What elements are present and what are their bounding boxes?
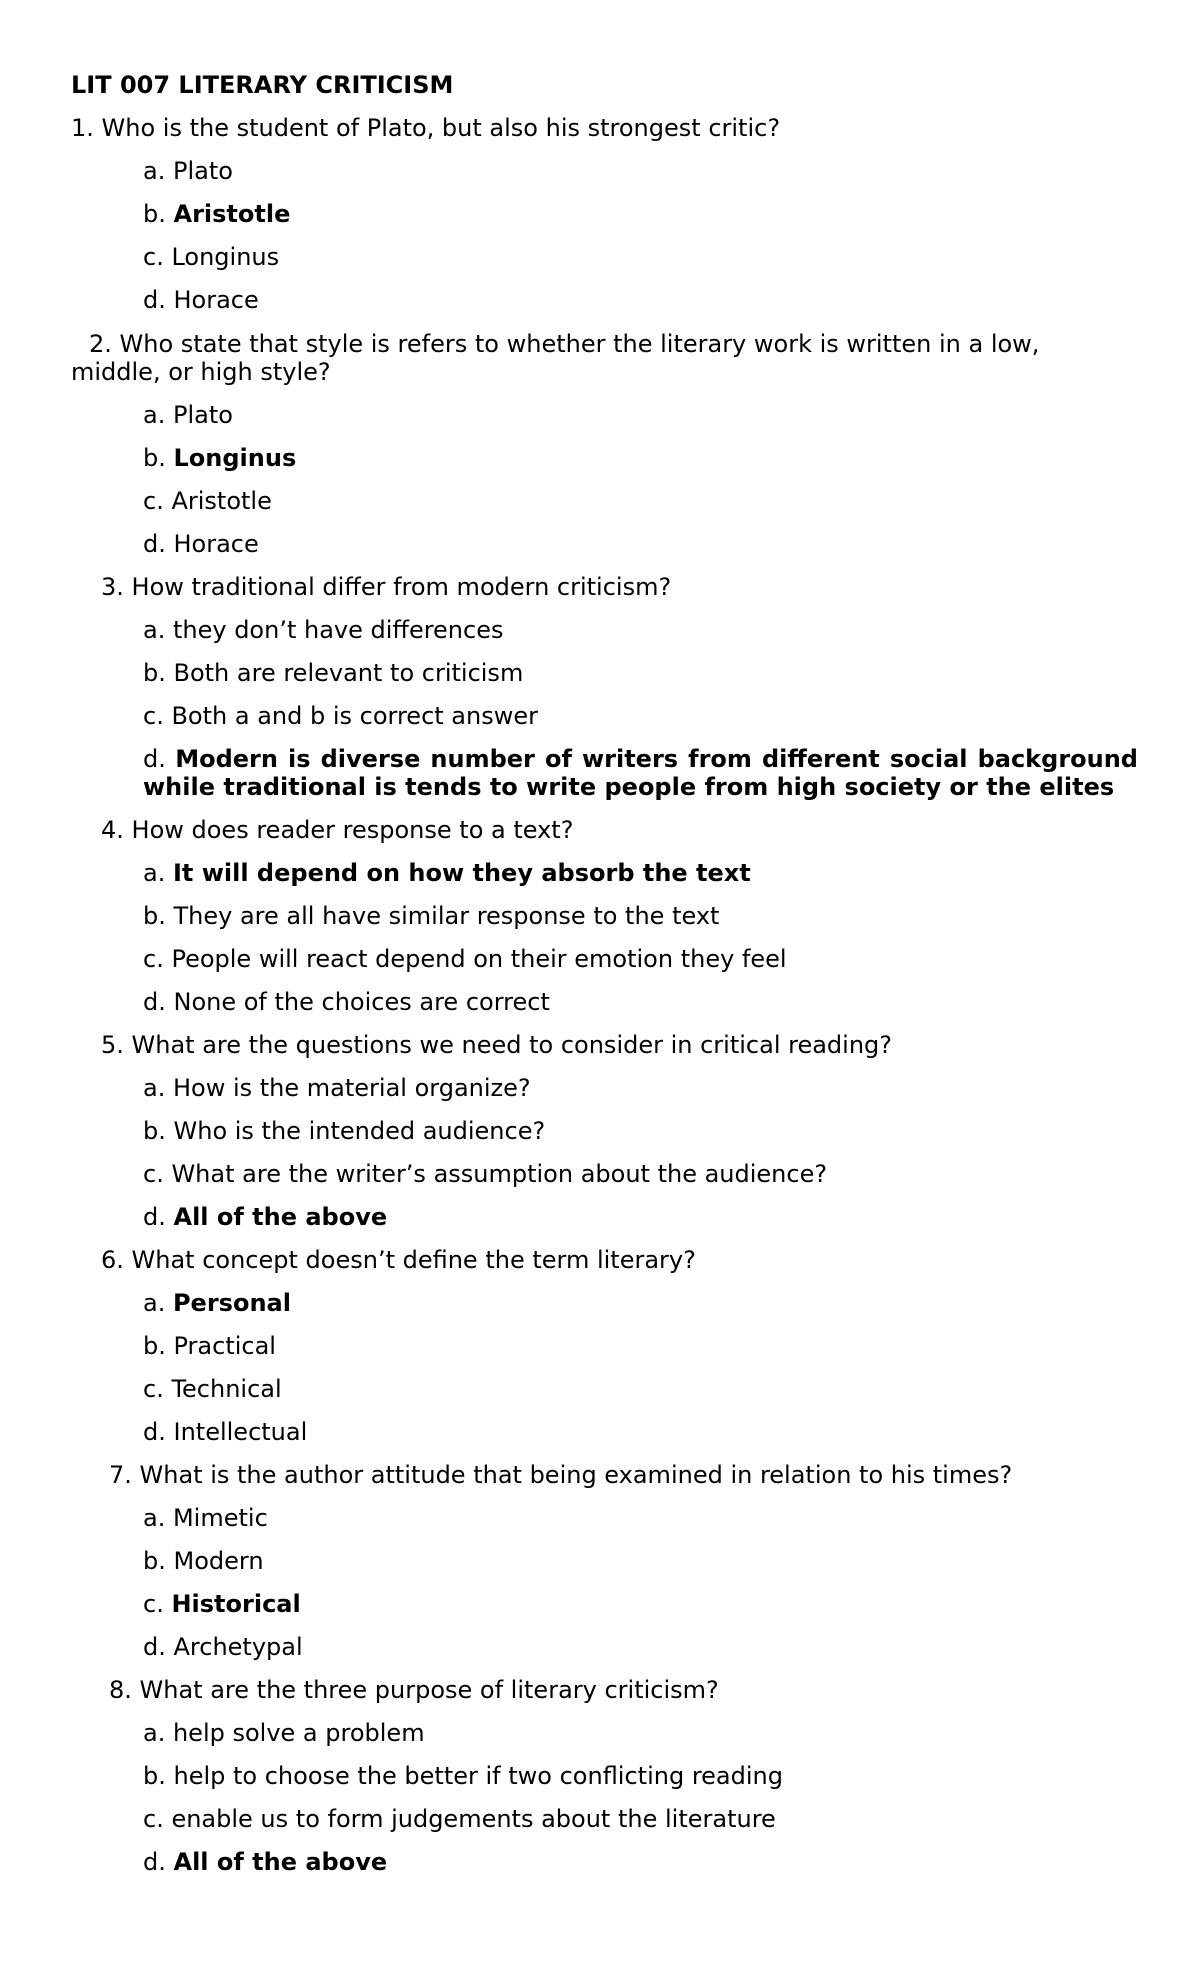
option-text: they don’t have differences bbox=[172, 616, 504, 644]
q4-option-b bbox=[143, 902, 719, 930]
question-5: 5. What are the questions we need to consider in critical reading? bbox=[101, 1031, 893, 1059]
option-prefix: a. bbox=[143, 401, 173, 429]
q5-option-a bbox=[143, 1074, 531, 1102]
option-prefix: a. bbox=[143, 859, 173, 887]
option-text: Modern bbox=[173, 1547, 264, 1575]
option-prefix: b. bbox=[143, 444, 174, 472]
option-text: Plato bbox=[172, 401, 233, 429]
option-text: What are the writer’s assumption about the audience? bbox=[171, 1160, 828, 1188]
q1-option-d bbox=[143, 286, 259, 314]
correct-answer-text: Personal bbox=[172, 1289, 291, 1317]
q8-option-c bbox=[143, 1805, 776, 1833]
option-prefix: b. bbox=[143, 1117, 174, 1145]
q6-option-c bbox=[143, 1375, 282, 1403]
option-prefix: d. bbox=[143, 988, 174, 1016]
q8-option-d bbox=[143, 1848, 387, 1876]
q6-option-b bbox=[143, 1332, 276, 1360]
option-prefix: a. bbox=[143, 1074, 173, 1102]
option-prefix: b. bbox=[143, 659, 174, 687]
correct-answer-text: Longinus bbox=[173, 444, 297, 472]
question-4: 4. How does reader response to a text? bbox=[101, 816, 574, 844]
option-text: help solve a problem bbox=[172, 1719, 425, 1747]
q1-option-a bbox=[143, 157, 233, 185]
question-6: 6. What concept doesn’t define the term literary? bbox=[101, 1246, 696, 1274]
correct-answer-text: It will depend on how they absorb the text bbox=[172, 859, 751, 887]
q8-option-a bbox=[143, 1719, 425, 1747]
q2-option-d bbox=[143, 530, 259, 558]
q5-option-c bbox=[143, 1160, 827, 1188]
option-prefix: b. bbox=[143, 200, 174, 228]
q6-option-d bbox=[143, 1418, 307, 1446]
question-1: 1. Who is the student of Plato, but also his strongest critic? bbox=[71, 114, 781, 142]
q7-option-d bbox=[143, 1633, 303, 1661]
q3-option-a bbox=[143, 616, 503, 644]
option-text: None of the choices are correct bbox=[173, 988, 550, 1016]
option-text: Horace bbox=[173, 530, 259, 558]
option-text: help to choose the better if two conflicting reading bbox=[173, 1762, 783, 1790]
q7-option-c bbox=[143, 1590, 301, 1618]
option-text: Who is the intended audience? bbox=[173, 1117, 546, 1145]
option-prefix: b. bbox=[143, 1762, 174, 1790]
option-prefix: c. bbox=[143, 1805, 172, 1833]
option-prefix: a. bbox=[143, 616, 173, 644]
option-text: People will react depend on their emotion they feel bbox=[171, 945, 787, 973]
question-7: 7. What is the author attitude that being examined in relation to his times? bbox=[109, 1461, 1013, 1489]
q5-option-b bbox=[143, 1117, 545, 1145]
option-text: Intellectual bbox=[173, 1418, 308, 1446]
q3-option-d bbox=[143, 745, 1138, 801]
option-prefix: c. bbox=[143, 945, 172, 973]
option-text: Longinus bbox=[171, 243, 280, 271]
q7-option-b bbox=[143, 1547, 264, 1575]
correct-answer-text: Modern is diverse number of writers from different social background while traditional is tends to write people from high society or the elites bbox=[143, 745, 1138, 801]
option-text: Mimetic bbox=[172, 1504, 268, 1532]
option-prefix: d. bbox=[143, 1418, 174, 1446]
correct-answer-text: Historical bbox=[171, 1590, 301, 1618]
option-prefix: d. bbox=[143, 1848, 174, 1876]
option-prefix: c. bbox=[143, 243, 172, 271]
question-3: 3. How traditional differ from modern criticism? bbox=[101, 573, 672, 601]
option-text: Plato bbox=[172, 157, 233, 185]
option-prefix: b. bbox=[143, 902, 174, 930]
q3-option-b bbox=[143, 659, 523, 687]
q4-option-c bbox=[143, 945, 787, 973]
question-2: 2. Who state that style is refers to whether the literary work is written in a low, middle, or high style? bbox=[71, 330, 1040, 386]
option-text: Both a and b is correct answer bbox=[171, 702, 538, 730]
option-prefix: a. bbox=[143, 1289, 173, 1317]
option-prefix: b. bbox=[143, 1547, 174, 1575]
q2-option-b bbox=[143, 444, 296, 472]
q4-option-d bbox=[143, 988, 550, 1016]
correct-answer-text: All of the above bbox=[173, 1848, 388, 1876]
question-8: 8. What are the three purpose of literary criticism? bbox=[109, 1676, 719, 1704]
option-prefix: a. bbox=[143, 1504, 173, 1532]
q1-option-b bbox=[143, 200, 290, 228]
option-text: Technical bbox=[171, 1375, 282, 1403]
option-prefix: b. bbox=[143, 1332, 174, 1360]
option-prefix: a. bbox=[143, 157, 173, 185]
option-prefix: c. bbox=[143, 1590, 172, 1618]
option-prefix: d. bbox=[143, 286, 174, 314]
option-prefix: d. bbox=[143, 745, 176, 773]
option-prefix: d. bbox=[143, 530, 174, 558]
option-text: Archetypal bbox=[173, 1633, 303, 1661]
option-text: How is the material organize? bbox=[172, 1074, 531, 1102]
option-prefix: c. bbox=[143, 702, 172, 730]
option-prefix: c. bbox=[143, 1160, 172, 1188]
q4-option-a bbox=[143, 859, 751, 887]
option-text: Practical bbox=[173, 1332, 276, 1360]
option-prefix: c. bbox=[143, 1375, 172, 1403]
q8-option-b bbox=[143, 1762, 783, 1790]
q5-option-d bbox=[143, 1203, 387, 1231]
q6-option-a bbox=[143, 1289, 291, 1317]
option-prefix: d. bbox=[143, 1633, 174, 1661]
q3-option-c bbox=[143, 702, 538, 730]
option-text: Both are relevant to criticism bbox=[173, 659, 524, 687]
option-text: Aristotle bbox=[171, 487, 272, 515]
q1-option-c bbox=[143, 243, 279, 271]
q2-option-c bbox=[143, 487, 272, 515]
correct-answer-text: Aristotle bbox=[173, 200, 291, 228]
option-prefix: a. bbox=[143, 1719, 173, 1747]
q7-option-a bbox=[143, 1504, 268, 1532]
option-prefix: d. bbox=[143, 1203, 174, 1231]
option-text: enable us to form judgements about the literature bbox=[171, 1805, 776, 1833]
q2-option-a bbox=[143, 401, 233, 429]
document-title: LIT 007 LITERARY CRITICISM bbox=[71, 71, 454, 99]
correct-answer-text: All of the above bbox=[173, 1203, 388, 1231]
option-prefix: c. bbox=[143, 487, 172, 515]
option-text: They are all have similar response to the text bbox=[173, 902, 720, 930]
option-text: Horace bbox=[173, 286, 259, 314]
